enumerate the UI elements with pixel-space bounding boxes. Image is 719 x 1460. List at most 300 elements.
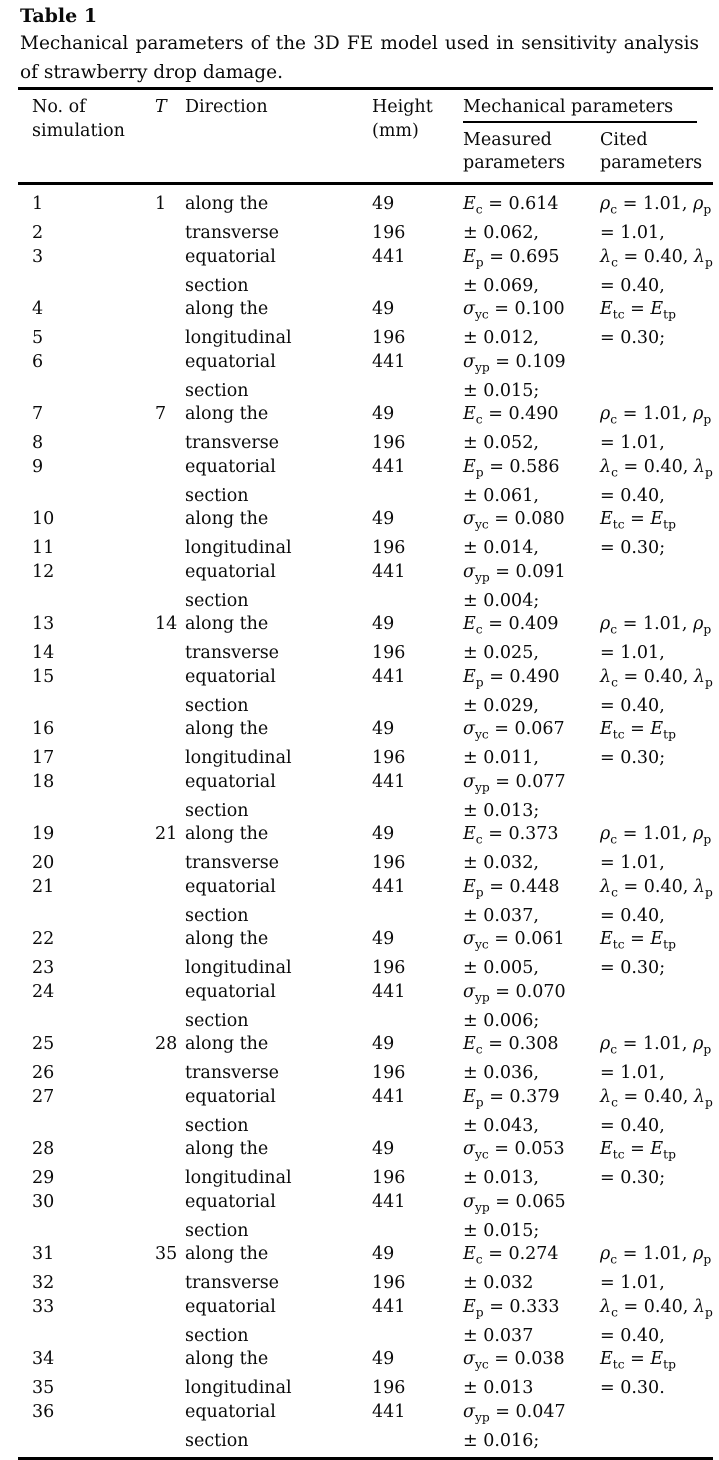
table-cell-sim-no bbox=[32, 590, 155, 614]
table-cell-height: 441 bbox=[372, 351, 406, 372]
table-cell-direction: equatorial bbox=[185, 246, 276, 267]
table-row bbox=[32, 905, 719, 929]
table-cell-sim-no: 31 bbox=[32, 1244, 55, 1264]
table-header bbox=[18, 90, 719, 182]
table-cell-sim-no: 10 bbox=[32, 509, 55, 529]
table-cell-t-value bbox=[155, 590, 185, 614]
table-cell-sim-no: 5 bbox=[32, 328, 44, 348]
table-cell-measured: ± 0.037, bbox=[463, 905, 539, 926]
table-cell-sim-no: 23 bbox=[32, 958, 55, 978]
table-cell-direction: along the bbox=[185, 824, 269, 844]
table-cell-height: 441 bbox=[372, 876, 406, 897]
table-cell-t-value: 14 bbox=[155, 614, 178, 634]
table-cell-sim-no bbox=[32, 1010, 155, 1034]
table-cell-sim-no: 34 bbox=[32, 1349, 55, 1369]
table-cell-sim-no: 21 bbox=[32, 876, 55, 897]
table-cell-sim-no: 2 bbox=[32, 223, 44, 243]
table-cell-measured: $\sigma_{yc} = 0.080$ bbox=[463, 509, 565, 532]
table-cell-sim-no: 36 bbox=[32, 1401, 55, 1422]
table-cell-cited: $E_{tc} = E_{tp}$ bbox=[600, 719, 676, 742]
table-cell-t-value bbox=[155, 1325, 185, 1349]
table-cell-height: 196 bbox=[372, 223, 406, 243]
table-cell-height: 49 bbox=[372, 299, 395, 319]
table-cell-cited: = 0.40, bbox=[600, 905, 665, 926]
table-cell-measured: $\sigma_{yc} = 0.067$ bbox=[463, 719, 565, 742]
table-cell-measured: $E_c = 0.373$ bbox=[463, 824, 559, 847]
table-cell-measured: $\sigma_{yc} = 0.100$ bbox=[463, 299, 565, 322]
table-row bbox=[32, 403, 719, 432]
table-row bbox=[32, 981, 719, 1010]
table-cell-t-value bbox=[155, 275, 185, 299]
table-row bbox=[32, 928, 719, 957]
table-cell-cited bbox=[600, 1191, 713, 1220]
table-cell-direction: section bbox=[185, 1115, 249, 1136]
table-cell-height: 441 bbox=[372, 246, 406, 267]
table-row bbox=[32, 275, 719, 299]
table-cell-direction: longitudinal bbox=[185, 538, 292, 558]
table-cell-measured: ± 0.025, bbox=[463, 643, 539, 663]
table-cell-t-value bbox=[155, 1220, 185, 1244]
table-cell-t-value bbox=[155, 718, 185, 747]
table-cell-direction: section bbox=[185, 275, 249, 296]
table-cell-t-value bbox=[155, 905, 185, 929]
table-cell-direction: equatorial bbox=[185, 1401, 276, 1422]
table-cell-height: 441 bbox=[372, 666, 406, 687]
table-cell-direction: equatorial bbox=[185, 456, 276, 477]
table-cell-direction: equatorial bbox=[185, 561, 276, 582]
table-cell-measured: ± 0.062, bbox=[463, 223, 539, 243]
table-cell-sim-no: 17 bbox=[32, 748, 55, 768]
table-cell-measured: $E_p = 0.490$ bbox=[463, 666, 560, 689]
table-cell-measured: ± 0.069, bbox=[463, 275, 539, 296]
table-cell-t-value bbox=[155, 561, 185, 590]
table-row bbox=[32, 771, 719, 800]
table-cell-t-value bbox=[155, 852, 185, 876]
mechanical-parameters-underline bbox=[463, 121, 697, 123]
header-mechanical-parameters-group bbox=[463, 96, 713, 182]
table-cell-direction: transverse bbox=[185, 1273, 280, 1293]
table-cell-measured: $E_c = 0.490$ bbox=[463, 404, 559, 427]
table-cell-cited bbox=[600, 771, 713, 800]
table-cell-direction: along the bbox=[185, 509, 269, 529]
table-cell-sim-no: 35 bbox=[32, 1378, 55, 1398]
table-cell-cited: = 0.40, bbox=[600, 695, 665, 716]
header-height-mm: Height (mm) bbox=[372, 97, 433, 141]
table-cell-measured: $E_c = 0.409$ bbox=[463, 614, 559, 637]
table-cell-t-value bbox=[155, 1115, 185, 1139]
table-cell-t-value bbox=[155, 380, 185, 404]
table-cell-height: 49 bbox=[372, 1139, 395, 1159]
table-cell-height bbox=[372, 275, 463, 299]
table-cell-direction: along the bbox=[185, 1034, 269, 1054]
table-row bbox=[32, 718, 719, 747]
table-cell-t-value bbox=[155, 1377, 185, 1401]
table-row bbox=[32, 1115, 719, 1139]
table-row bbox=[32, 1191, 719, 1220]
table-cell-sim-no bbox=[32, 1115, 155, 1139]
table-cell-t-value bbox=[155, 1430, 185, 1454]
table-cell-height: 441 bbox=[372, 981, 406, 1002]
table-cell-sim-no: 29 bbox=[32, 1168, 55, 1188]
table-cell-sim-no: 4 bbox=[32, 299, 44, 319]
table-cell-t-value bbox=[155, 1348, 185, 1377]
table-cell-direction: transverse bbox=[185, 853, 280, 873]
table-cell-t-value bbox=[155, 695, 185, 719]
table-cell-cited: $\rho_c = 1.01$, $\rho_p$ bbox=[600, 1244, 712, 1267]
table-cell-t-value bbox=[155, 456, 185, 485]
table-cell-measured: ± 0.011, bbox=[463, 748, 539, 768]
table-cell-t-value bbox=[155, 246, 185, 275]
table-row bbox=[32, 537, 719, 561]
table-cell-direction: section bbox=[185, 1220, 249, 1241]
table-cell-sim-no: 24 bbox=[32, 981, 55, 1002]
table-cell-cited bbox=[600, 1010, 713, 1034]
table-row bbox=[32, 1010, 719, 1034]
table-cell-cited: = 0.30; bbox=[600, 1168, 666, 1188]
table-cell-t-value bbox=[155, 537, 185, 561]
table-cell-measured: $E_p = 0.695$ bbox=[463, 246, 560, 269]
table-cell-height: 49 bbox=[372, 194, 395, 214]
table-cell-sim-no bbox=[32, 1430, 155, 1454]
table-cell-height: 196 bbox=[372, 433, 406, 453]
table-cell-cited bbox=[600, 351, 713, 380]
table-row bbox=[32, 432, 719, 456]
table-cell-measured: ± 0.036, bbox=[463, 1063, 539, 1083]
table-cell-sim-no: 1 bbox=[32, 194, 44, 214]
table-cell-height: 441 bbox=[372, 1191, 406, 1212]
table-cell-height: 441 bbox=[372, 1086, 406, 1107]
table-label: Table 1 bbox=[20, 5, 98, 27]
table-cell-sim-no: 8 bbox=[32, 433, 44, 453]
table-cell-cited: $\lambda_c = 0.40$, $\lambda_p$ bbox=[600, 666, 713, 689]
table-row bbox=[32, 1348, 719, 1377]
table-cell-t-value: 7 bbox=[155, 404, 167, 424]
table-cell-t-value bbox=[155, 298, 185, 327]
table-cell-measured: $\sigma_{yp} = 0.047$ bbox=[463, 1401, 566, 1424]
table-row bbox=[32, 456, 719, 485]
table-cell-sim-no: 16 bbox=[32, 719, 55, 739]
table-cell-height: 196 bbox=[372, 328, 406, 348]
table-cell-sim-no bbox=[32, 1325, 155, 1349]
table-cell-direction: section bbox=[185, 695, 249, 716]
table-cell-measured: ± 0.014, bbox=[463, 538, 539, 558]
table-cell-direction: equatorial bbox=[185, 876, 276, 897]
table-cell-cited: $\rho_c = 1.01$, $\rho_p$ bbox=[600, 404, 712, 427]
table-cell-cited bbox=[600, 380, 713, 404]
table-cell-height: 441 bbox=[372, 561, 406, 582]
table-cell-sim-no bbox=[32, 695, 155, 719]
table-cell-t-value bbox=[155, 1296, 185, 1325]
table-cell-direction: longitudinal bbox=[185, 328, 292, 348]
table-cell-direction: transverse bbox=[185, 643, 280, 663]
table-cell-cited: $E_{tc} = E_{tp}$ bbox=[600, 929, 676, 952]
header-t: T bbox=[155, 97, 167, 117]
table-cell-measured: $\sigma_{yp} = 0.070$ bbox=[463, 981, 566, 1004]
table-cell-direction: section bbox=[185, 800, 249, 821]
table-cell-t-value bbox=[155, 642, 185, 666]
table-row bbox=[32, 695, 719, 719]
table-row bbox=[32, 852, 719, 876]
table-cell-t-value bbox=[155, 1167, 185, 1191]
table-cell-sim-no bbox=[32, 800, 155, 824]
table-cell-t-value: 1 bbox=[155, 194, 167, 214]
table-cell-measured: $E_c = 0.308$ bbox=[463, 1034, 559, 1057]
table-cell-direction: along the bbox=[185, 194, 269, 214]
table-cell-sim-no: 22 bbox=[32, 929, 55, 949]
table-cell-height: 441 bbox=[372, 1296, 406, 1317]
table-cell-height: 49 bbox=[372, 1034, 395, 1054]
table-cell-measured: ± 0.012, bbox=[463, 328, 539, 348]
table-cell-t-value: 35 bbox=[155, 1244, 178, 1264]
table-cell-t-value bbox=[155, 1138, 185, 1167]
table-row bbox=[32, 561, 719, 590]
table-cell-cited bbox=[600, 1401, 713, 1430]
table-cell-t-value bbox=[155, 351, 185, 380]
table-cell-height bbox=[372, 695, 463, 719]
table-cell-height: 196 bbox=[372, 853, 406, 873]
table-cell-direction: along the bbox=[185, 1349, 269, 1369]
table-row bbox=[32, 666, 719, 695]
table-cell-direction: equatorial bbox=[185, 351, 276, 372]
table-cell-direction: equatorial bbox=[185, 1296, 276, 1317]
table-cell-measured: $\sigma_{yp} = 0.109$ bbox=[463, 351, 566, 374]
table-cell-measured: ± 0.005, bbox=[463, 958, 539, 978]
table-cell-measured: ± 0.013, bbox=[463, 1168, 539, 1188]
table-row bbox=[32, 1296, 719, 1325]
table-row bbox=[32, 1062, 719, 1086]
table-cell-sim-no: 15 bbox=[32, 666, 55, 687]
table-cell-cited: $\lambda_c = 0.40$, $\lambda_p$ bbox=[600, 246, 713, 269]
table-row bbox=[32, 613, 719, 642]
table-cell-cited: = 0.30; bbox=[600, 748, 666, 768]
table-cell-height bbox=[372, 800, 463, 824]
table-row bbox=[32, 380, 719, 404]
table-cell-t-value: 21 bbox=[155, 824, 178, 844]
table-cell-direction: along the bbox=[185, 1244, 269, 1264]
table-cell-cited bbox=[600, 1430, 713, 1454]
table-cell-sim-no: 26 bbox=[32, 1063, 55, 1083]
table-cell-direction: along the bbox=[185, 1139, 269, 1159]
table-cell-sim-no bbox=[32, 380, 155, 404]
table-cell-measured: ± 0.043, bbox=[463, 1115, 539, 1136]
table-cell-measured: $E_p = 0.333$ bbox=[463, 1296, 560, 1319]
table-row bbox=[32, 747, 719, 771]
table-cell-sim-no: 13 bbox=[32, 614, 55, 634]
table-cell-sim-no: 28 bbox=[32, 1139, 55, 1159]
table-cell-measured: $\sigma_{yp} = 0.065$ bbox=[463, 1191, 566, 1214]
table-cell-direction: longitudinal bbox=[185, 958, 292, 978]
table-cell-cited: $\rho_c = 1.01$, $\rho_p$ bbox=[600, 194, 712, 217]
table-cell-cited: $\lambda_c = 0.40$, $\lambda_p$ bbox=[600, 1296, 713, 1319]
table-cell-cited: = 1.01, bbox=[600, 1273, 665, 1293]
table-cell-height: 49 bbox=[372, 404, 395, 424]
table-row bbox=[32, 1086, 719, 1115]
table-cell-direction: along the bbox=[185, 299, 269, 319]
table-cell-sim-no: 3 bbox=[32, 246, 44, 267]
table-cell-measured: $E_c = 0.274$ bbox=[463, 1244, 559, 1267]
table-cell-height: 49 bbox=[372, 929, 395, 949]
table-cell-height bbox=[372, 1325, 463, 1349]
table-cell-t-value bbox=[155, 1401, 185, 1430]
table-cell-t-value bbox=[155, 747, 185, 771]
table-cell-height: 196 bbox=[372, 958, 406, 978]
table-cell-t-value bbox=[155, 485, 185, 509]
table-cell-measured: ± 0.015; bbox=[463, 1220, 540, 1241]
table-cell-height bbox=[372, 1220, 463, 1244]
table-cell-sim-no: 19 bbox=[32, 824, 55, 844]
table-cell-direction: longitudinal bbox=[185, 1378, 292, 1398]
table-cell-sim-no bbox=[32, 485, 155, 509]
table-cell-cited: = 0.40, bbox=[600, 275, 665, 296]
table-cell-t-value bbox=[155, 1086, 185, 1115]
table-cell-t-value bbox=[155, 800, 185, 824]
table-cell-t-value bbox=[155, 1062, 185, 1086]
table-cell-sim-no bbox=[32, 1220, 155, 1244]
table-cell-measured: ± 0.029, bbox=[463, 695, 539, 716]
table-row bbox=[32, 1325, 719, 1349]
table-cell-sim-no: 14 bbox=[32, 643, 55, 663]
table-cell-measured: ± 0.037 bbox=[463, 1325, 534, 1346]
table-cell-height: 196 bbox=[372, 1063, 406, 1083]
table-cell-t-value bbox=[155, 957, 185, 981]
table-cell-t-value bbox=[155, 1191, 185, 1220]
table-cell-t-value bbox=[155, 222, 185, 246]
table-cell-cited: $\lambda_c = 0.40$, $\lambda_p$ bbox=[600, 456, 713, 479]
table-cell-sim-no: 6 bbox=[32, 351, 44, 372]
table-row bbox=[32, 1401, 719, 1430]
header-direction: Direction bbox=[185, 97, 268, 117]
table-row bbox=[32, 1430, 719, 1454]
table-cell-measured: ± 0.004; bbox=[463, 590, 540, 611]
table-cell-measured: ± 0.006; bbox=[463, 1010, 540, 1031]
table-cell-height: 49 bbox=[372, 509, 395, 529]
table-cell-measured: ± 0.013 bbox=[463, 1378, 534, 1398]
table-cell-t-value bbox=[155, 981, 185, 1010]
table-row bbox=[32, 193, 719, 222]
table-cell-direction: transverse bbox=[185, 223, 280, 243]
table-cell-sim-no bbox=[32, 905, 155, 929]
table-cell-direction: equatorial bbox=[185, 1191, 276, 1212]
table-row bbox=[32, 1033, 719, 1062]
table-row bbox=[32, 957, 719, 981]
table-cell-cited bbox=[600, 590, 713, 614]
table-cell-measured: $\sigma_{yc} = 0.061$ bbox=[463, 929, 565, 952]
table-cell-measured: ± 0.052, bbox=[463, 433, 539, 453]
table-cell-cited bbox=[600, 1220, 713, 1244]
table-cell-cited: = 0.30. bbox=[600, 1378, 665, 1398]
table-cell-cited: = 0.30; bbox=[600, 538, 666, 558]
header-cited-parameters: Cited parameters bbox=[600, 129, 703, 173]
table-cell-t-value bbox=[155, 666, 185, 695]
table-cell-height bbox=[372, 485, 463, 509]
table-cell-height: 196 bbox=[372, 643, 406, 663]
table-cell-cited: $\lambda_c = 0.40$, $\lambda_p$ bbox=[600, 876, 713, 899]
table-cell-height: 196 bbox=[372, 1168, 406, 1188]
table-cell-direction: section bbox=[185, 485, 249, 506]
table-cell-sim-no bbox=[32, 275, 155, 299]
table-row bbox=[32, 876, 719, 905]
header-mechanical-parameters: Mechanical parameters bbox=[463, 97, 674, 117]
table-cell-measured: ± 0.013; bbox=[463, 800, 540, 821]
table-cell-direction: section bbox=[185, 1010, 249, 1031]
header-no-of-simulation: No. of simulation bbox=[32, 97, 125, 141]
table-row bbox=[32, 298, 719, 327]
table-cell-cited: $E_{tc} = E_{tp}$ bbox=[600, 509, 676, 532]
table-body bbox=[18, 185, 719, 1457]
table-row bbox=[32, 485, 719, 509]
table-cell-height: 49 bbox=[372, 1244, 395, 1264]
table-row bbox=[32, 1377, 719, 1401]
table-row bbox=[32, 823, 719, 852]
table-cell-cited: $\rho_c = 1.01$, $\rho_p$ bbox=[600, 1034, 712, 1057]
table-caption: Mechanical parameters of the 3D FE model used in sensitivity analysis of strawberry drop damage. bbox=[20, 33, 699, 83]
table-cell-measured: $E_c = 0.614$ bbox=[463, 194, 559, 217]
table-cell-t-value bbox=[155, 1010, 185, 1034]
table-cell-direction: equatorial bbox=[185, 1086, 276, 1107]
table-cell-direction: section bbox=[185, 590, 249, 611]
table-cell-t-value bbox=[155, 432, 185, 456]
table-cell-sim-no: 12 bbox=[32, 561, 55, 582]
table-cell-measured: ± 0.016; bbox=[463, 1430, 540, 1451]
table-cell-direction: along the bbox=[185, 719, 269, 739]
table-cell-sim-no: 33 bbox=[32, 1296, 55, 1317]
table-row bbox=[32, 508, 719, 537]
table-cell-sim-no: 25 bbox=[32, 1034, 55, 1054]
table-cell-measured: $\sigma_{yp} = 0.077$ bbox=[463, 771, 566, 794]
table-row bbox=[32, 351, 719, 380]
table-cell-cited: $E_{tc} = E_{tp}$ bbox=[600, 299, 676, 322]
table-cell-height: 49 bbox=[372, 719, 395, 739]
table-cell-cited: $E_{tc} = E_{tp}$ bbox=[600, 1139, 676, 1162]
table-row bbox=[32, 222, 719, 246]
table-cell-cited: = 0.30; bbox=[600, 958, 666, 978]
table-cell-cited: = 1.01, bbox=[600, 223, 665, 243]
table-cell-sim-no: 18 bbox=[32, 771, 55, 792]
table-cell-height bbox=[372, 1430, 463, 1454]
table-row bbox=[32, 1243, 719, 1272]
table-row bbox=[32, 800, 719, 824]
table-row bbox=[32, 590, 719, 614]
table-row bbox=[32, 1272, 719, 1296]
table-cell-sim-no: 11 bbox=[32, 538, 55, 558]
table-cell-direction: section bbox=[185, 1325, 249, 1346]
table-cell-t-value bbox=[155, 327, 185, 351]
table-cell-cited: = 1.01, bbox=[600, 643, 665, 663]
table-cell-measured: ± 0.032 bbox=[463, 1273, 534, 1293]
table-cell-direction: along the bbox=[185, 929, 269, 949]
table-cell-cited: $\rho_c = 1.01$, $\rho_p$ bbox=[600, 614, 712, 637]
table-cell-sim-no: 27 bbox=[32, 1086, 55, 1107]
table-cell-direction: transverse bbox=[185, 1063, 280, 1083]
table-cell-cited: = 0.40, bbox=[600, 1325, 665, 1346]
table-cell-cited: $\lambda_c = 0.40$, $\lambda_p$ bbox=[600, 1086, 713, 1109]
table-cell-sim-no: 30 bbox=[32, 1191, 55, 1212]
table-cell-measured: $\sigma_{yc} = 0.038$ bbox=[463, 1349, 565, 1372]
table-cell-direction: along the bbox=[185, 614, 269, 634]
table-cell-cited: = 1.01, bbox=[600, 1063, 665, 1083]
table-cell-cited bbox=[600, 561, 713, 590]
table-cell-height bbox=[372, 590, 463, 614]
table-cell-height: 196 bbox=[372, 538, 406, 558]
table-cell-direction: equatorial bbox=[185, 771, 276, 792]
table-cell-direction: along the bbox=[185, 404, 269, 424]
table-cell-measured: ± 0.061, bbox=[463, 485, 539, 506]
table-cell-height bbox=[372, 1010, 463, 1034]
table-cell-cited: = 0.40, bbox=[600, 485, 665, 506]
table-cell-measured: $\sigma_{yc} = 0.053$ bbox=[463, 1139, 565, 1162]
table-cell-cited: = 0.40, bbox=[600, 1115, 665, 1136]
table-cell-height bbox=[372, 905, 463, 929]
